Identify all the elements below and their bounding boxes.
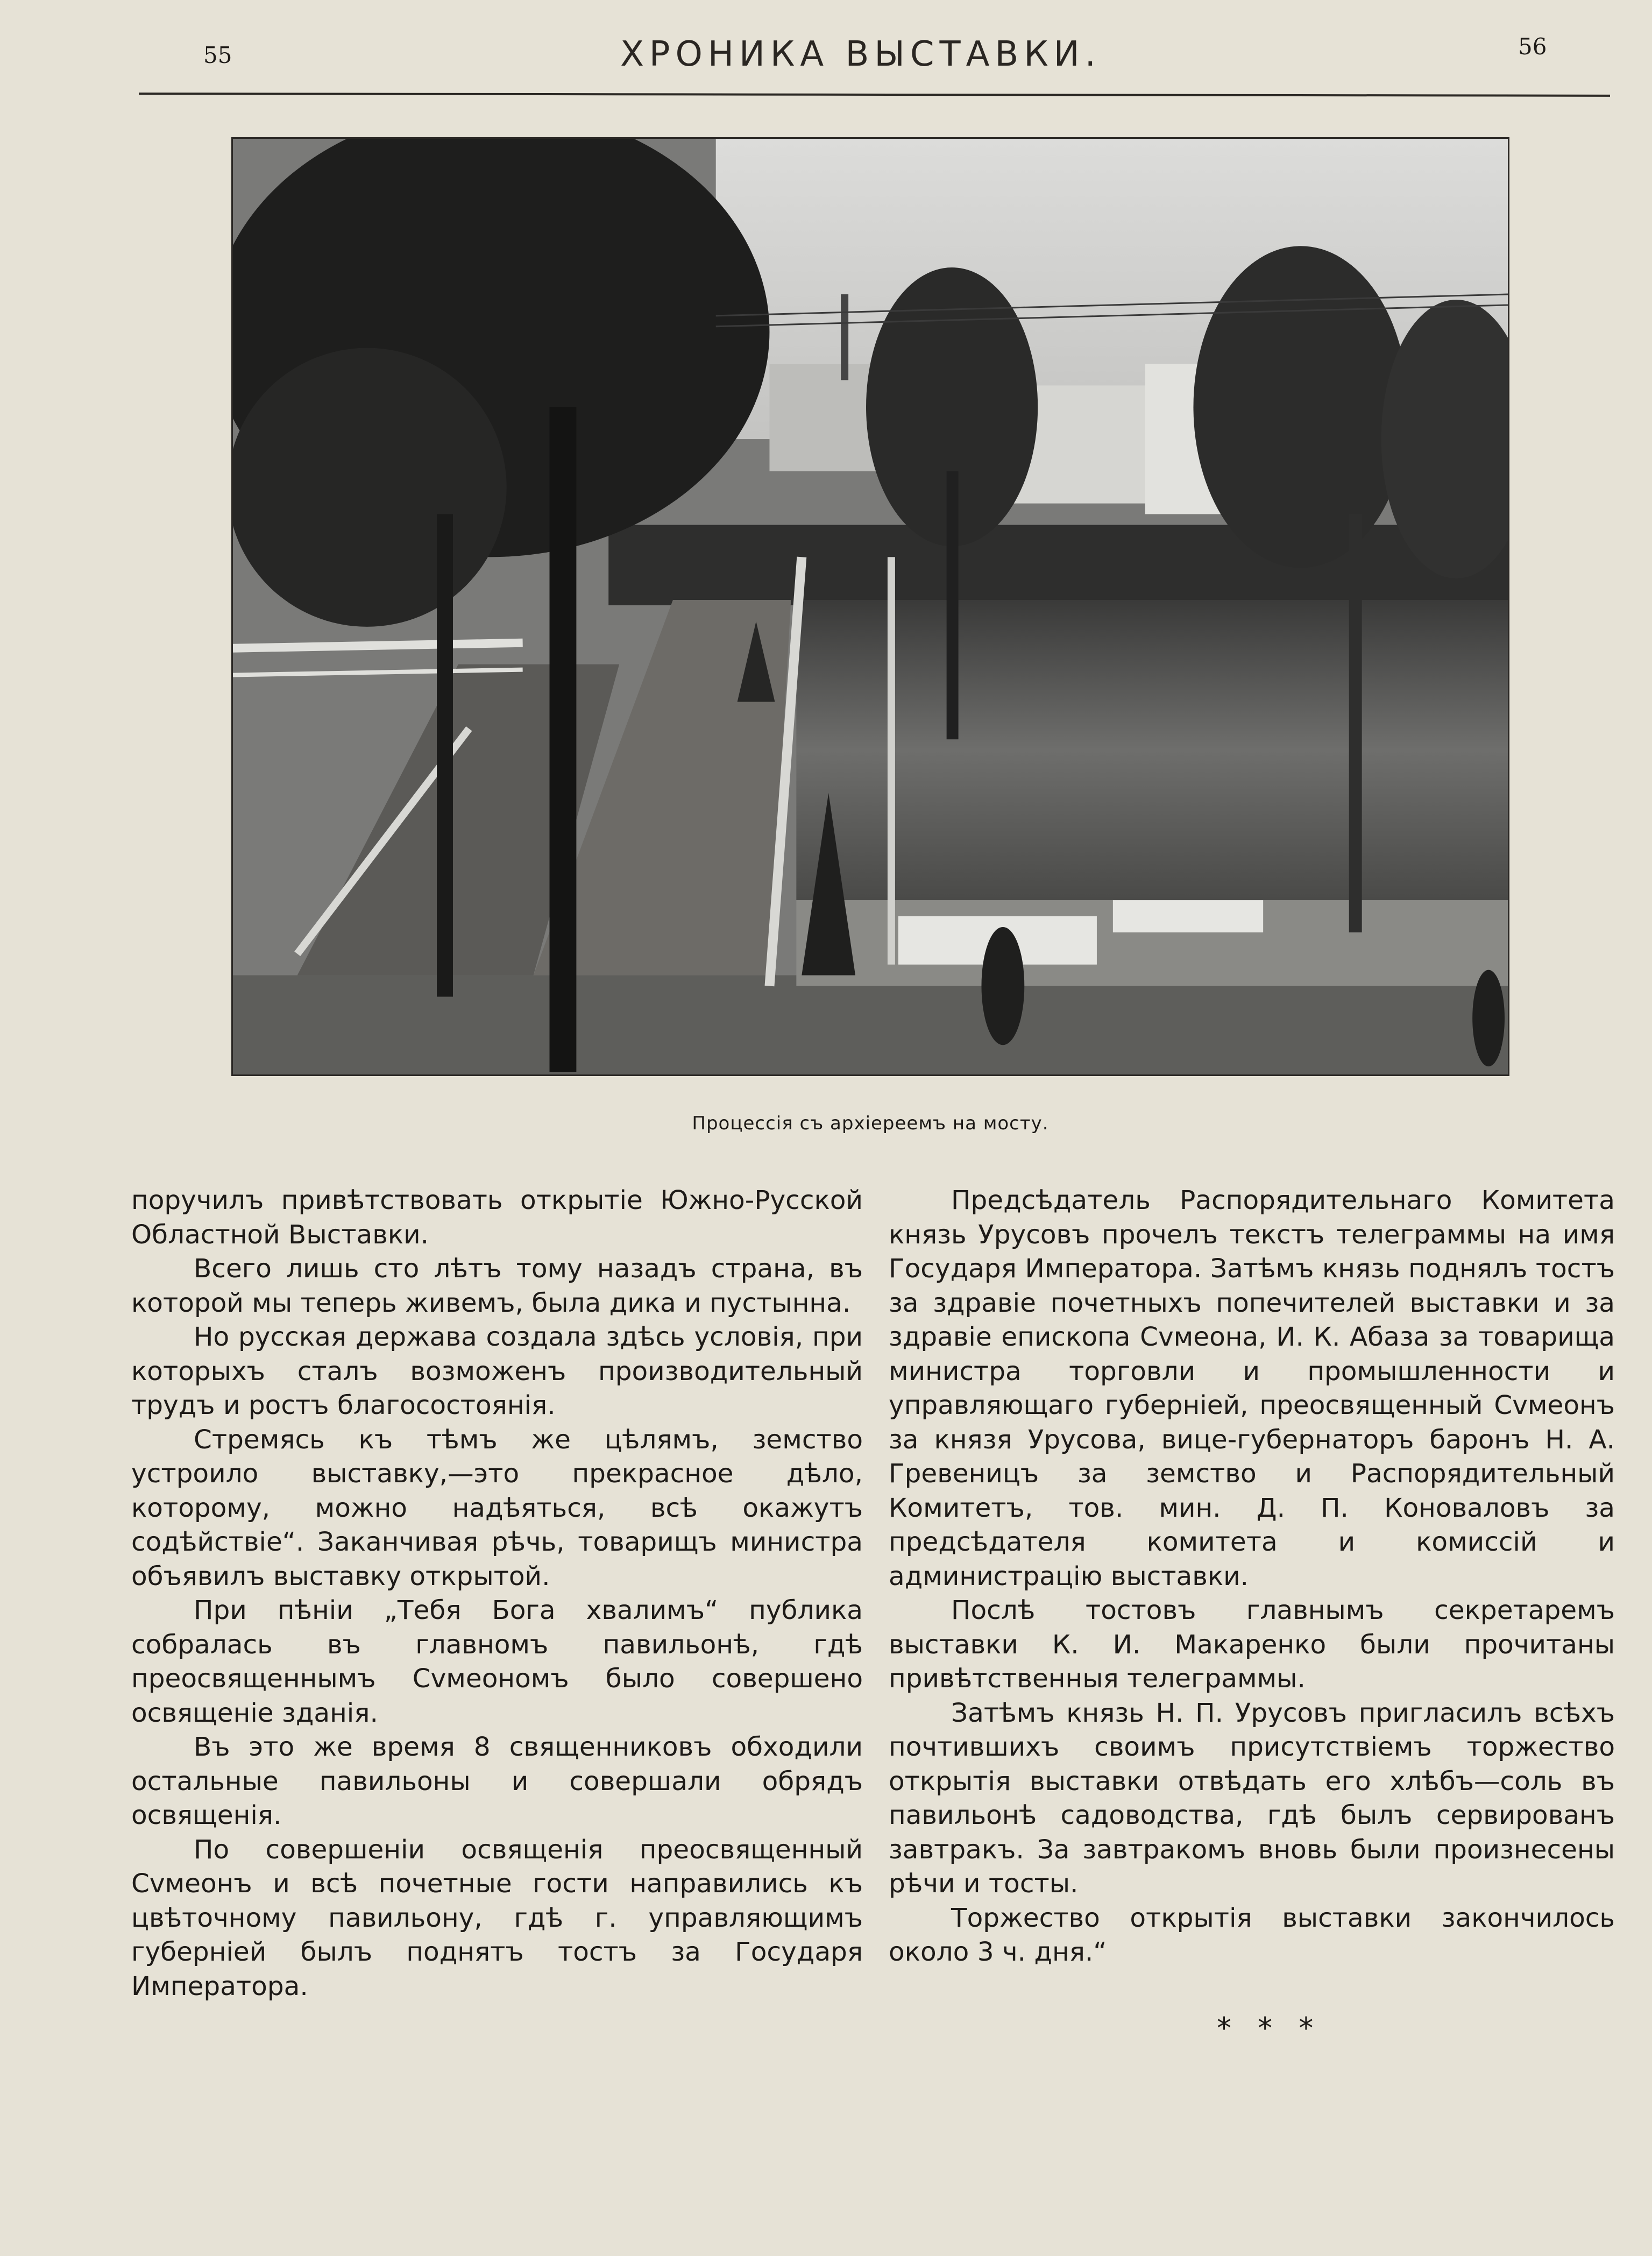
paragraph: Предсѣдатель Распорядительнаго Комитета князь Урусовъ прочелъ текстъ телеграммы на имя Государя Императора. Затѣмъ князь поднялъ тостъ за здравіе почетныхъ попечителей выставки и за здравіе епископа Сvмеона, И. К. Абаза за товарища министра торговли и промышленности и управляющаго губерніей, преосвященный Сvмеонъ за князя Урусова, вице-губернаторъ баронъ Н. А. Гревеницъ за земство и Распорядительный Комитетъ, тов. мин. Д. П. Коноваловъ за предсѣдателя комитета и комиссій и администрацію выставки.: [889, 1185, 1615, 1592]
paragraph: Затѣмъ князь Н. П. Урусовъ пригласилъ всѣхъ почтившихъ своимъ присутствіемъ торжество открытія выставки отвѣдать его хлѣбъ—соль въ павильонѣ садоводства, гдѣ былъ сервированъ завтракъ. За завтракомъ вновь были произнесены рѣчи и тосты.: [889, 1698, 1615, 1899]
running-header-title: ХРОНИКА ВЫСТАВКИ.: [620, 34, 1101, 74]
paragraph: При пѣніи „Тебя Бога хвалимъ“ публика собралась въ главномъ павильонѣ, гдѣ преосвященнымъ Сvмеономъ было совершено освященіе зданія.: [131, 1595, 863, 1728]
page-number-left: 55: [203, 42, 232, 68]
paragraph: Стремясь къ тѣмъ же цѣлямъ, земство устроило выставку,—это прекрасное дѣло, которому, можно надѣяться, всѣ окажутъ содѣйствіе“. Заканчивая рѣчь, товарищъ министра объявилъ выставку открытой.: [131, 1424, 863, 1592]
paragraph: поручилъ привѣтствовать открытіе Южно-Русской Областной Выставки.: [131, 1185, 863, 1250]
procession-photo: [231, 137, 1509, 1076]
photo-caption: Процессія съ архіереемъ на мосту.: [692, 1113, 1049, 1134]
paragraph: Въ это же время 8 священниковъ обходили остальные павильоны и совершали обрядъ освященія.: [131, 1732, 863, 1830]
paragraph: Послѣ тостовъ главнымъ секретаремъ выставки К. И. Макаренко были прочитаны привѣтственныя телеграммы.: [889, 1595, 1615, 1694]
section-ornament: * * *: [1217, 2011, 1322, 2045]
paragraph: По совершеніи освященія преосвященный Сvмеонъ и всѣ почетные гости направились къ цвѣточному павильону, гдѣ г. управляющимъ губерніей былъ поднятъ тостъ за Государя Императора.: [131, 1834, 863, 2002]
paragraph: Но русская держава создала здѣсь условія, при которыхъ сталъ возможенъ производительный трудъ и ростъ благосостоянія.: [131, 1322, 863, 1420]
header-rule: [139, 93, 1610, 97]
paragraph: Всего лишь сто лѣтъ тому назадъ страна, въ которой мы теперь живемъ, была дика и пустынна.: [131, 1254, 863, 1318]
left-text-column: [131, 1184, 863, 2004]
paragraph: Торжество открытія выставки закончилось около 3 ч. дня.“: [889, 1903, 1615, 1967]
page-number-right: 56: [1518, 33, 1547, 60]
right-text-column: [889, 1184, 1615, 1970]
